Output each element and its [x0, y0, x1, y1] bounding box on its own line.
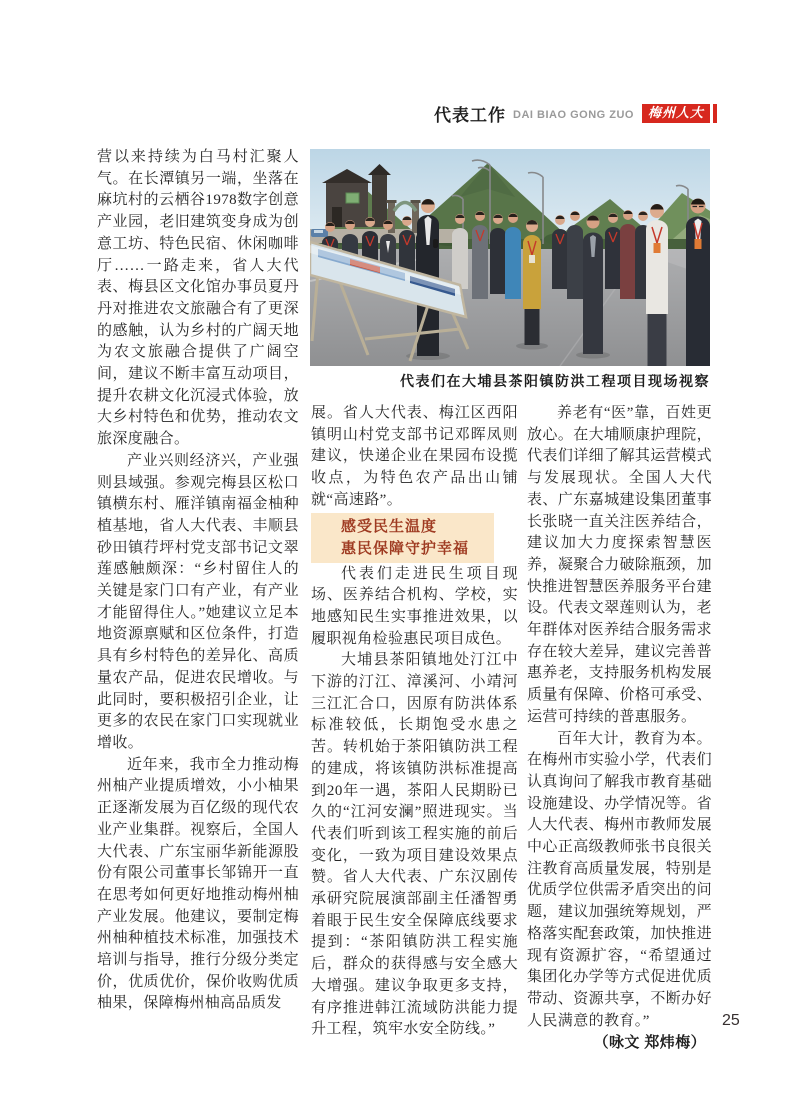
- inspection-photo: [310, 149, 710, 366]
- photo-caption: 代表们在大埔县茶阳镇防洪工程项目现场视察: [400, 373, 710, 389]
- paragraph: 代表们走进民生项目现场、医养结合机构、学校，实地感知民生实事推进效果，以履职视角检验惠民项目成色。: [311, 565, 518, 647]
- paragraph: 营以来持续为白马村汇聚人气。在长潭镇另一端，坐落在麻坑村的云栖谷1978数字创意产业园，老旧建筑变身成为创意工坊、特色民宿、休闲咖啡厅……一路走来，省人大代表、梅县区文化馆办事员夏丹丹对推进农文旅融合有了更深的感触，认为乡村的广阔天地为农文旅融合提供了广阔空间，建议不断丰富互动项目，提升农耕文化沉浸式体验，放大乡村特色和优势，推动农文旅深度融合。: [97, 149, 299, 448]
- paragraph: 养老有“医”靠，百姓更放心。在大埔顺康护理院，代表们详细了解其运营模式与发展现状。全国人大代表、广东嘉城建设集团董事长张晓一直关注医养结合，建议加大力度探索智慧医养，凝聚合力破除瓶颈，加快推进智慧医养服务平台建设。代表文翠莲则认为，老年群体对医养结合服务需求存在较大差异，建议完善普惠养老，支持服务机构发展质量有保障、价格可承受、运营可持续的普惠服务。: [527, 405, 712, 725]
- paragraph: 产业兴则经济兴，产业强则县域强。参观完梅县区松口镇横东村、雁洋镇南福金柚种植基地，省人大代表、丰顺县砂田镇荇坪村党支部书记文翠莲感触颇深：“乡村留住人的关键是家门口有产业，有产业才能留得住人。”她建议立足本地资源禀赋和区位条件，打造具有乡村特色的差异化、高质量农产品，促进农民增收。与此同时，要积极招引企业，让更多的农民在家门口实现就业增收。: [97, 452, 299, 751]
- text-column-1: [97, 147, 299, 1015]
- section-title: 代表工作: [434, 106, 507, 125]
- text-column-3: [527, 403, 712, 1054]
- byline: （咏文 郑炜梅）: [593, 1034, 706, 1052]
- header-red-bar: [713, 104, 717, 123]
- section-title-pinyin: DAI BIAO GONG ZUO: [513, 109, 634, 121]
- photo-scene: [310, 149, 710, 366]
- paragraph: 展。省人大代表、梅江区西阳镇明山村党支部书记邓晖凤则建议，快递企业在果园布设揽收点，为特色农产品出山铺就“高速路”。: [311, 405, 518, 508]
- subsection-heading-line2: 惠民保障守护幸福: [341, 539, 470, 557]
- page-header: [0, 101, 717, 126]
- paragraph: 大埔县茶阳镇地处汀江中下游的汀江、漳溪河、小靖河三江汇合口，因原有防洪体系标准较低，长期饱受水患之苦。转机始于茶阳镇防洪工程的建成，将该镇防洪标准提高到20年一遇，茶阳人民期盼已久的“江河安澜”照进现实。当代表们听到该工程实施的前后变化，一致为项目建设效果点赞。省人大代表、广东汉剧传承研究院展演部副主任潘智勇着眼于民生安全保障底线要求提到：“茶阳镇防洪工程实施后，群众的获得感与安全感大大增强。建议争取更多支持，有序推进韩江流域防洪能力提升工程，筑牢水安全防线。”: [311, 652, 518, 1038]
- paragraph: 近年来，我市全力推动梅州柚产业提质增效，小小柚果正逐渐发展为百亿级的现代农业产业集群。视察后，全国人大代表、广东宝丽华新能源股份有限公司董事长邹锦开一直在思考如何更好地推动梅州柚产业发展。他建议，要制定梅州柚种植技术标准，加强技术培训与指导，推行分级分类定价，优质优价，保价收购优质柚果，保障梅州柚高品质发: [97, 756, 299, 1012]
- magazine-logo-badge: 梅州人大: [642, 104, 710, 123]
- subsection-heading: [311, 513, 494, 563]
- subsection-heading-line1: 感受民生温度: [341, 517, 438, 535]
- text-column-2: [311, 403, 518, 1041]
- page-number: 25: [722, 1012, 740, 1029]
- paragraph: 百年大计，教育为本。在梅州市实验小学，代表们认真询问了解我市教育基础设施建设、办学情况等。省人大代表、梅州市教师发展中心正高级教师张书良很关注教育高质量发展，特别是优质学位供需矛盾突出的问题，建议加强统筹规划，严格落实配套政策，加快推进现有资源扩容，“希望通过集团化办学等方式促进优质带动、资源共享，不断办好人民满意的教育。”: [527, 730, 712, 1029]
